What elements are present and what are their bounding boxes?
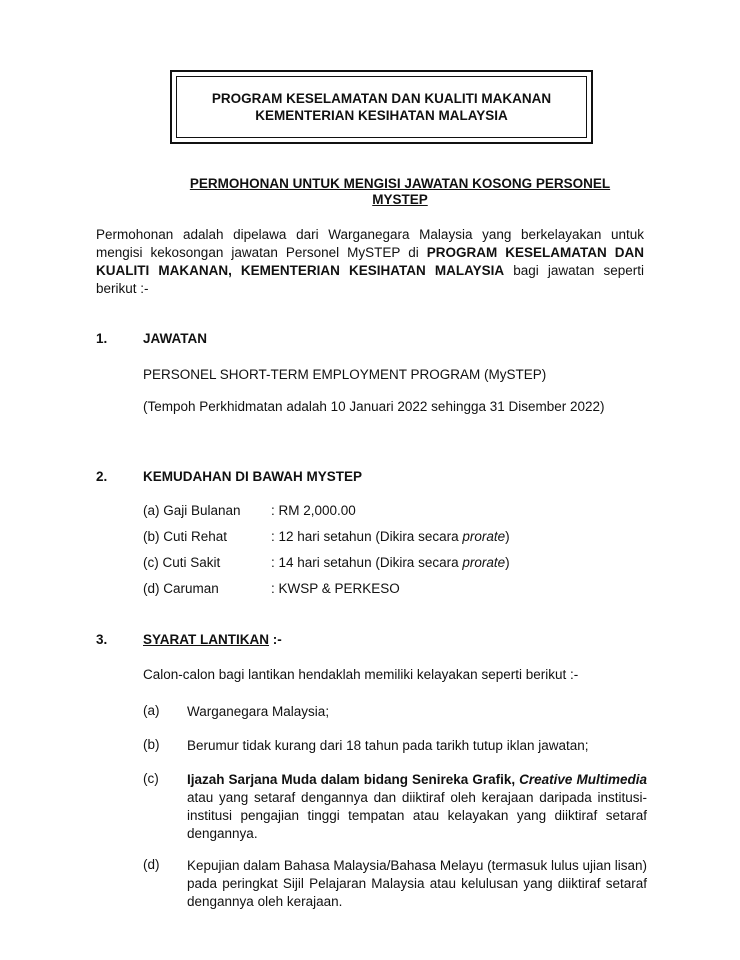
benefit-value: : RM 2,000.00 [271,503,356,518]
requirement-letter: (c) [143,771,159,786]
section-3-lead: Calon-calon bagi lantikan hendaklah memiliki kelayakan seperti berikut :- [143,667,579,682]
title-box [170,70,593,144]
section-1-duration: (Tempoh Perkhidmatan adalah 10 Januari 2022 sehingga 31 Disember 2022) [143,399,605,414]
subtitle-line-1: PERMOHONAN UNTUK MENGISI JAWATAN KOSONG PERSONEL [189,176,611,191]
subtitle-line-2: MYSTEP [372,192,428,207]
benefit-label: (d) Caruman [143,581,219,596]
requirement-text: Berumur tidak kurang dari 18 tahun pada tarikh tutup iklan jawatan; [187,738,589,753]
benefit-label: (a) Gaji Bulanan [143,503,241,518]
benefit-label: (b) Cuti Rehat [143,529,228,544]
benefit-label: (c) Cuti Sakit [143,555,221,570]
title-box-inner [176,76,587,138]
title-line-1: PROGRAM KESELAMATAN DAN KUALITI MAKANAN [211,91,552,106]
intro-bold-text: PROGRAM KESELAMATAN DAN KUALITI MAKANAN, KEMENTERIAN KESIHATAN MALAYSIA [96,245,644,278]
section-1-position: PERSONEL SHORT-TERM EMPLOYMENT PROGRAM (MySTEP) [143,367,547,382]
intro-text-1: Permohonan adalah dipelawa dari Warganegara Malaysia yang berkelayakan untuk mengisi kekosongan jawatan Personel MySTEP di [96,227,644,260]
section-3-heading: SYARAT LANTIKAN :- [143,632,282,647]
requirement-letter: (b) [143,737,160,752]
requirement-letter: (a) [143,703,160,718]
document-subtitle [150,176,650,208]
benefit-value: : 14 hari setahun (Dikira secara prorate) [271,555,510,570]
section-2-number: 2. [96,469,108,484]
requirement-text: Kepujian dalam Bahasa Malaysia/Bahasa Melayu (termasuk lulus ujian lisan) pada peringkat Sijil Pelajaran Malaysia atau kelulusan yang diiktiraf setaraf dengannya oleh kerajaan. [187,858,647,909]
section-3-number: 3. [96,632,108,647]
requirement-text: Ijazah Sarjana Muda dalam bidang Senireka Grafik, Creative Multimedia atau yang setaraf dengannya dan diiktiraf oleh kerajaan daripada institusi-institusi pengajian tinggi tempatan atau kelayakan yang diiktiraf setaraf dengannya. [187,772,647,841]
requirement-text: Warganegara Malaysia; [187,704,330,719]
section-1-heading: JAWATAN [143,331,207,346]
intro-paragraph [96,226,644,298]
benefit-value: : KWSP & PERKESO [271,581,400,596]
section-2-heading: KEMUDAHAN DI BAWAH MYSTEP [143,469,363,484]
benefit-value: : 12 hari setahun (Dikira secara prorate) [271,529,510,544]
section-1-number: 1. [96,331,108,346]
intro-text-2: bagi jawatan seperti berikut :- [96,263,645,296]
requirement-letter: (d) [143,857,160,872]
title-line-2: KEMENTERIAN KESIHATAN MALAYSIA [255,108,508,123]
